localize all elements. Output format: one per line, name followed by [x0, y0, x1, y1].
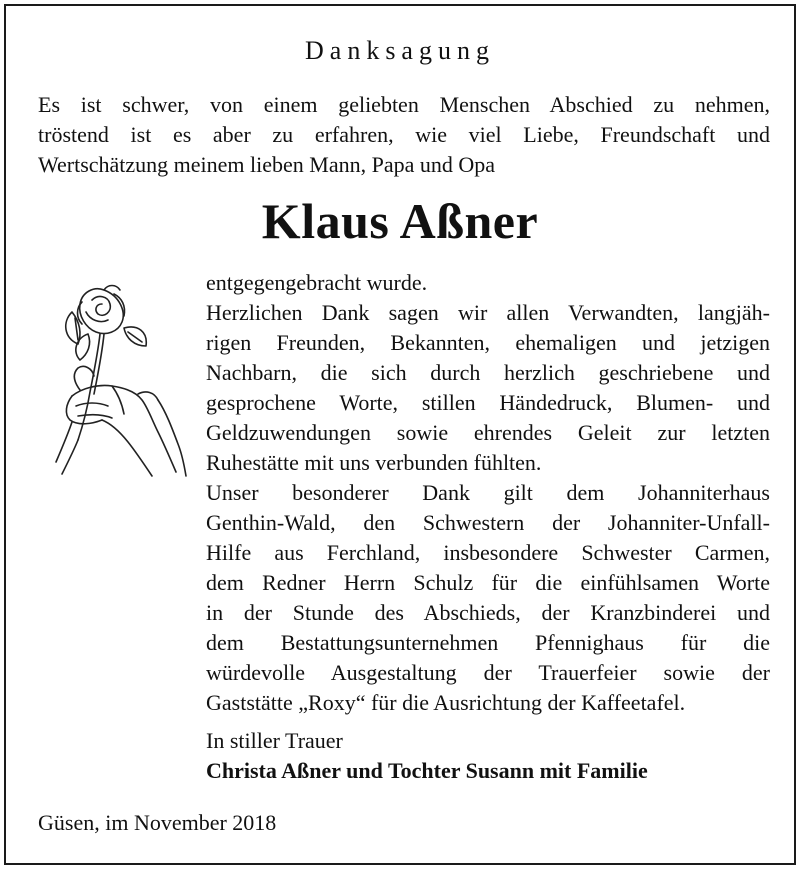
body-line: Herzlichen Dank sagen wir allen Verwandten, langjäh-	[206, 300, 770, 325]
body-line: Ruhestätte mit uns verbunden fühlten.	[206, 450, 542, 475]
mourning-phrase: In stiller Trauer	[206, 728, 343, 753]
obituary-frame	[4, 4, 796, 865]
body-line: Geldzuwendungen sowie ehrendes Geleit zur letzten	[206, 420, 770, 445]
body-line: Hilfe aus Ferchland, insbesondere Schwester Carmen,	[206, 540, 770, 565]
body-line: würdevolle Ausgestaltung der Trauerfeier sowie der	[206, 660, 770, 685]
body-line: Genthin-Wald, den Schwestern der Johanniter-Unfall-	[206, 510, 770, 535]
intro-paragraph	[38, 90, 770, 180]
body-line: rigen Freunden, Bekannten, ehemaligen und jetzigen	[206, 330, 770, 355]
body-line: Unser besonderer Dank gilt dem Johanniterhaus	[206, 480, 770, 505]
body-line: Nachbarn, die sich durch herzlich geschriebene und	[206, 360, 770, 385]
hand-holding-rose-icon	[42, 272, 190, 482]
body-line: Gaststätte „Roxy“ für die Ausrichtung der Kaffeetafel.	[206, 690, 686, 715]
deceased-name: Klaus Aßner	[261, 193, 539, 249]
body-line: entgegengebracht wurde.	[206, 270, 428, 295]
intro-line: Wertschätzung meinem lieben Mann, Papa und Opa	[38, 152, 496, 177]
body-line: in der Stunde des Abschieds, der Kranzbinderei und	[206, 600, 770, 625]
body-line: dem Redner Herrn Schulz für die einfühlsamen Worte	[206, 570, 770, 595]
intro-line: Es ist schwer, von einem geliebten Menschen Abschied zu nehmen,	[38, 92, 770, 117]
place-date: Güsen, im November 2018	[38, 810, 277, 835]
thanks-paragraph	[206, 268, 770, 718]
intro-line: tröstend ist es aber zu erfahren, wie viel Liebe, Freundschaft und	[38, 122, 770, 147]
mourners-signature: Christa Aßner und Tochter Susann mit Familie	[206, 758, 648, 783]
body-line: dem Bestattungsunternehmen Pfennighaus für die	[206, 630, 770, 655]
body-line: gesprochene Worte, stillen Händedruck, Blumen- und	[206, 390, 770, 415]
heading: Danksagung	[305, 36, 495, 65]
